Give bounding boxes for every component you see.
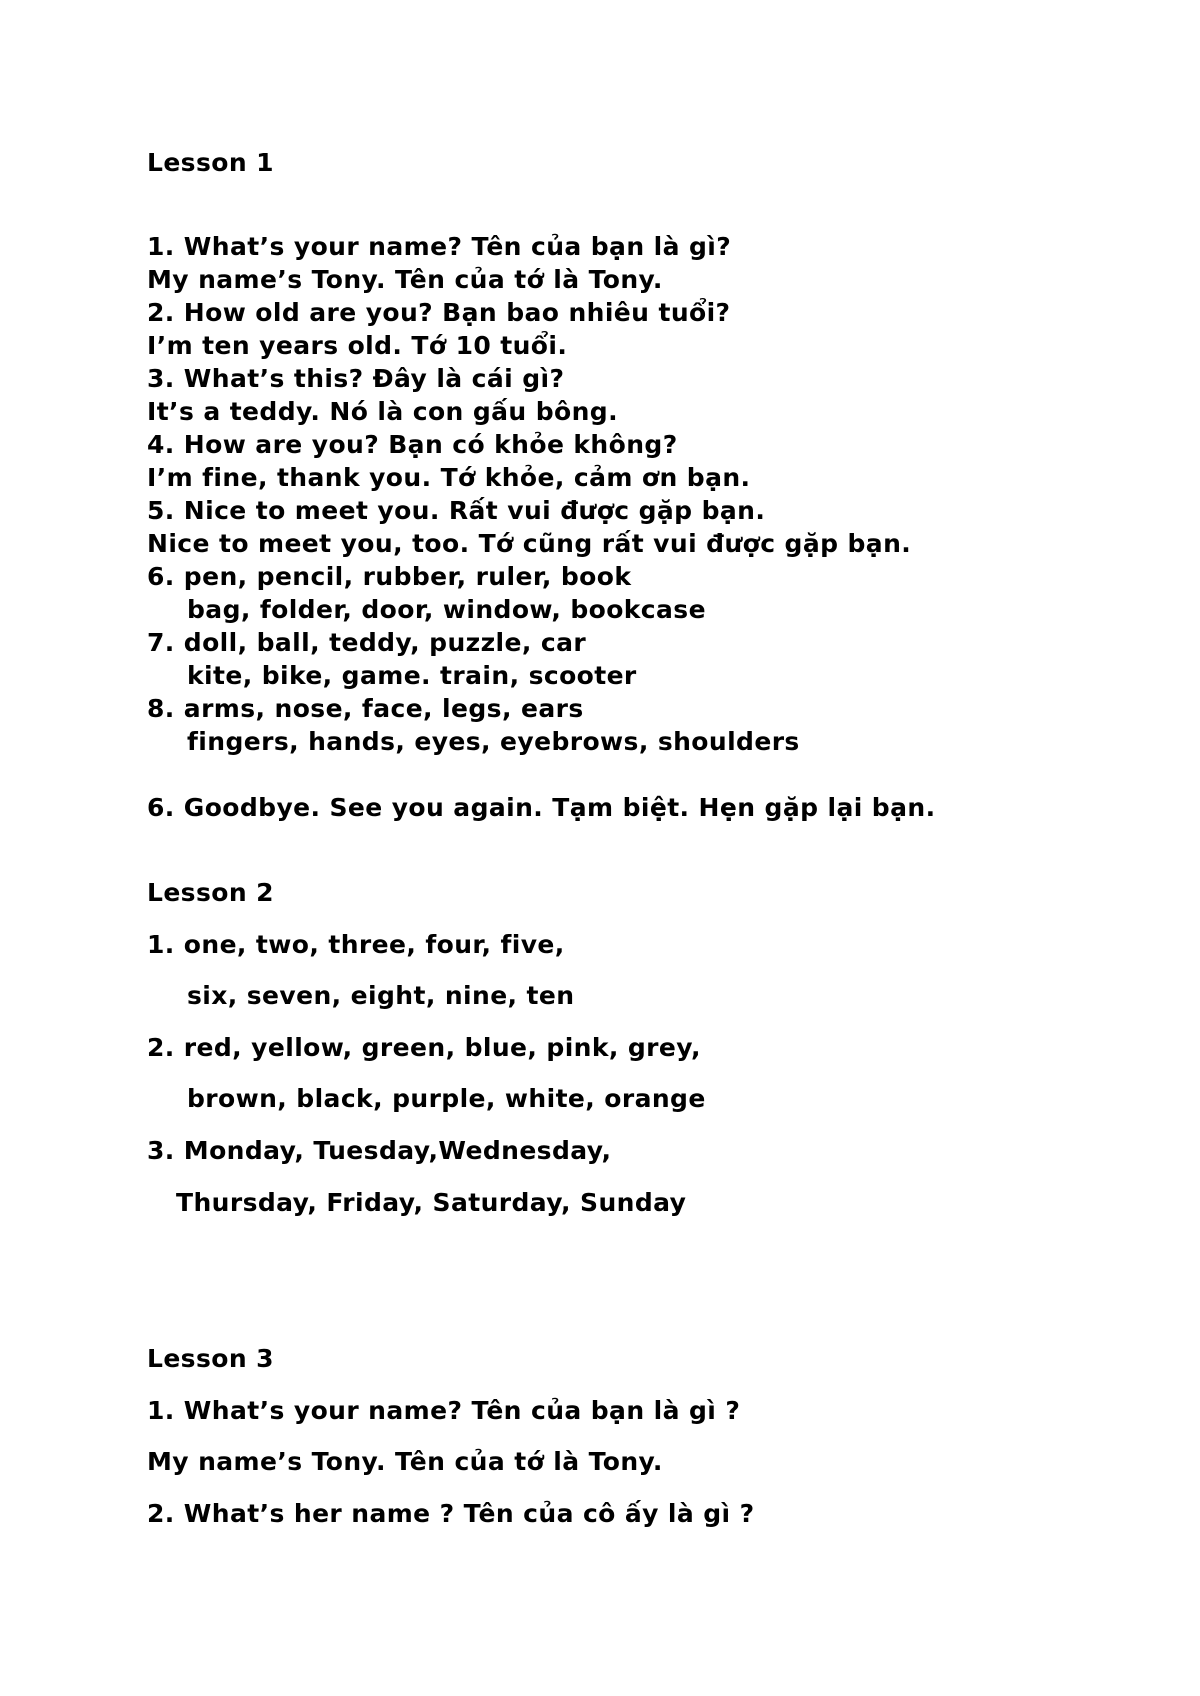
lesson-1-line: My name’s Tony. Tên của tớ là Tony.: [147, 265, 663, 294]
lesson-1-line: Nice to meet you, too. Tớ cũng rất vui được gặp bạn.: [147, 529, 912, 558]
lesson-3-line: 1. What’s your name? Tên của bạn là gì ?: [147, 1396, 741, 1425]
lesson-2-line: 2. red, yellow, green, blue, pink, grey,: [147, 1033, 701, 1062]
lesson-1-line: 3. What’s this? Đây là cái gì?: [147, 364, 565, 393]
lesson-3-line: My name’s Tony. Tên của tớ là Tony.: [147, 1447, 663, 1476]
lesson-2-title: Lesson 2: [147, 878, 274, 907]
lesson-1-line: bag, folder, door, window, bookcase: [187, 595, 706, 624]
lesson-3-line: 2. What’s her name ? Tên của cô ấy là gì ?: [147, 1499, 755, 1528]
lesson-1-title: Lesson 1: [147, 148, 274, 177]
lesson-2-line: brown, black, purple, white, orange: [187, 1084, 706, 1113]
lesson-1-line: fingers, hands, eyes, eyebrows, shoulders: [187, 727, 800, 756]
lesson-2-line: Thursday, Friday, Saturday, Sunday: [176, 1188, 687, 1217]
lesson-1-line: 8. arms, nose, face, legs, ears: [147, 694, 584, 723]
lesson-1-line: It’s a teddy. Nó là con gấu bông.: [147, 397, 618, 426]
lesson-3-title: Lesson 3: [147, 1344, 274, 1373]
lesson-1-line: 4. How are you? Bạn có khỏe không?: [147, 430, 678, 459]
lesson-1-line: 1. What’s your name? Tên của bạn là gì?: [147, 232, 732, 261]
lesson-2-line: six, seven, eight, nine, ten: [187, 981, 575, 1010]
lesson-1-line: kite, bike, game. train, scooter: [187, 661, 637, 690]
lesson-1-line: 6. Goodbye. See you again. Tạm biệt. Hẹn gặp lại bạn.: [147, 793, 936, 822]
lesson-1-line: 5. Nice to meet you. Rất vui được gặp bạn.: [147, 496, 766, 525]
lesson-2-line: 3. Monday, Tuesday,Wednesday,: [147, 1136, 612, 1165]
lesson-1-line: I’m ten years old. Tớ 10 tuổi.: [147, 331, 568, 360]
lesson-2-line: 1. one, two, three, four, five,: [147, 930, 565, 959]
lesson-1-line: 2. How old are you? Bạn bao nhiêu tuổi?: [147, 298, 731, 327]
lesson-1-line: 7. doll, ball, teddy, puzzle, car: [147, 628, 587, 657]
lesson-1-line: 6. pen, pencil, rubber, ruler, book: [147, 562, 632, 591]
lesson-1-line: I’m fine, thank you. Tớ khỏe, cảm ơn bạn.: [147, 463, 751, 492]
